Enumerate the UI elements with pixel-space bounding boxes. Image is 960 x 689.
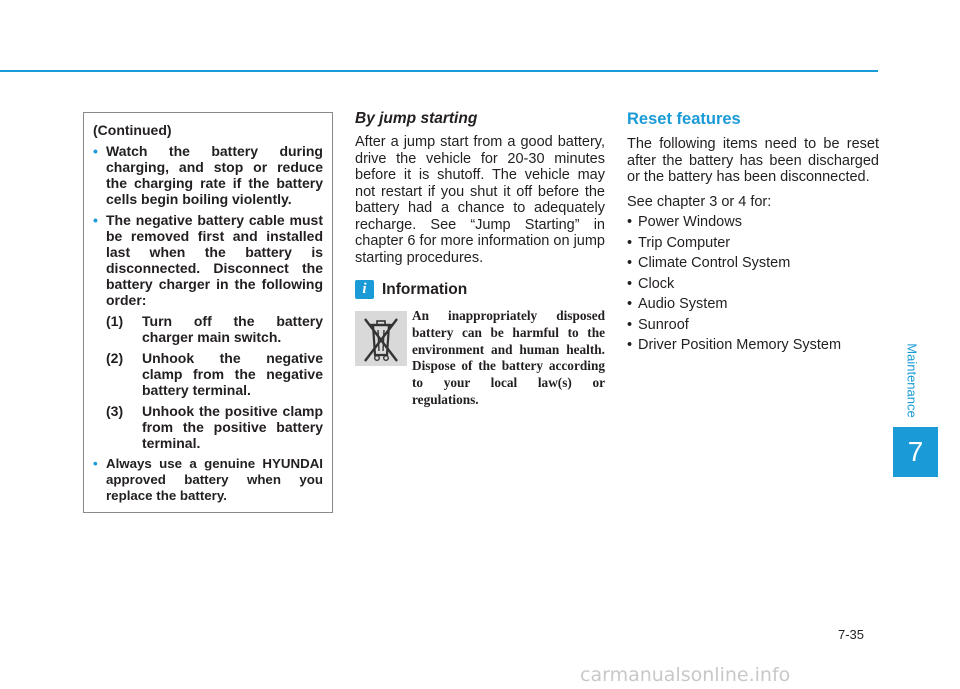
reset-features-section [627,110,879,356]
jump-start-heading: By jump starting [355,110,478,127]
crossed-out-bin-icon [355,311,407,366]
list-item: • Climate Control System [627,253,879,274]
disconnect-step: (1) Turn off the battery charger main switch. [106,313,323,345]
reset-features-heading: Reset features [627,110,741,128]
bullet-dot-icon: • [627,214,633,230]
warning-box [83,112,333,513]
reset-items-list [627,212,879,356]
warning-bullet: • The negative battery cable must be removed first and installed last when the battery is disconnected. Disconnect the battery charger in the following order: [93,212,323,308]
list-item: • Trip Computer [627,233,879,254]
information-text: An inappropriately disposed battery can be harmful to the environment and human health. Dispose of the battery according to your local law(s) or regulations. [412,308,605,407]
header-rule [0,70,878,72]
list-item: • Sunroof [627,315,879,336]
continued-label: (Continued) [93,122,172,138]
bullet-dot-icon: • [627,337,633,353]
bullet-dot-icon: • [627,316,633,333]
section-name: Maintenance [904,342,920,418]
bullet-dot-icon: • [93,456,98,471]
info-icon: i [355,280,374,299]
information-title: Information [382,280,468,298]
disconnect-step: (3) Unhook the positive clamp from the positive battery terminal. [106,403,323,451]
jump-start-section [355,110,605,409]
section-side-label [897,330,927,430]
bullet-dot-icon: • [627,275,633,292]
watermark-text[interactable]: carmanualsonline.info [580,664,791,686]
page-number: 7-35 [838,627,865,642]
information-header [355,280,605,299]
reset-see-chapter: See chapter 3 or 4 for: [627,193,772,210]
list-item: • Power Windows [627,212,879,233]
warning-bullet: • Always use a genuine HYUNDAI approved battery when you replace the battery. [93,456,323,503]
chapter-tab[interactable]: 7 [893,427,938,477]
reset-intro: The following items need to be reset after the battery has been discharged or the battery has been disconnected. [627,136,879,185]
jump-start-body: After a jump start from a good battery, drive the vehicle for 20-30 minutes before it is shutoff. The vehicle may not restart if you shut it off before the battery had a chance to adequately recharge. See “Jump Starting” in chapter 6 for more information on jump starting procedures. [355,134,605,266]
list-item: • Driver Position Memory System [627,335,879,356]
bullet-dot-icon: • [93,143,98,159]
bullet-dot-icon: • [627,296,633,312]
warning-bullet: • Watch the battery during charging, and stop or reduce the charging rate if the battery cells begin boiling violently. [93,143,323,207]
list-item: • Clock [627,274,879,295]
information-body [355,308,605,409]
bullet-dot-icon: • [627,234,633,251]
list-item: • Audio System [627,294,879,315]
bullet-dot-icon: • [627,255,633,271]
bullet-dot-icon: • [93,212,98,228]
disconnect-step: (2) Unhook the negative clamp from the negative battery terminal. [106,350,323,398]
